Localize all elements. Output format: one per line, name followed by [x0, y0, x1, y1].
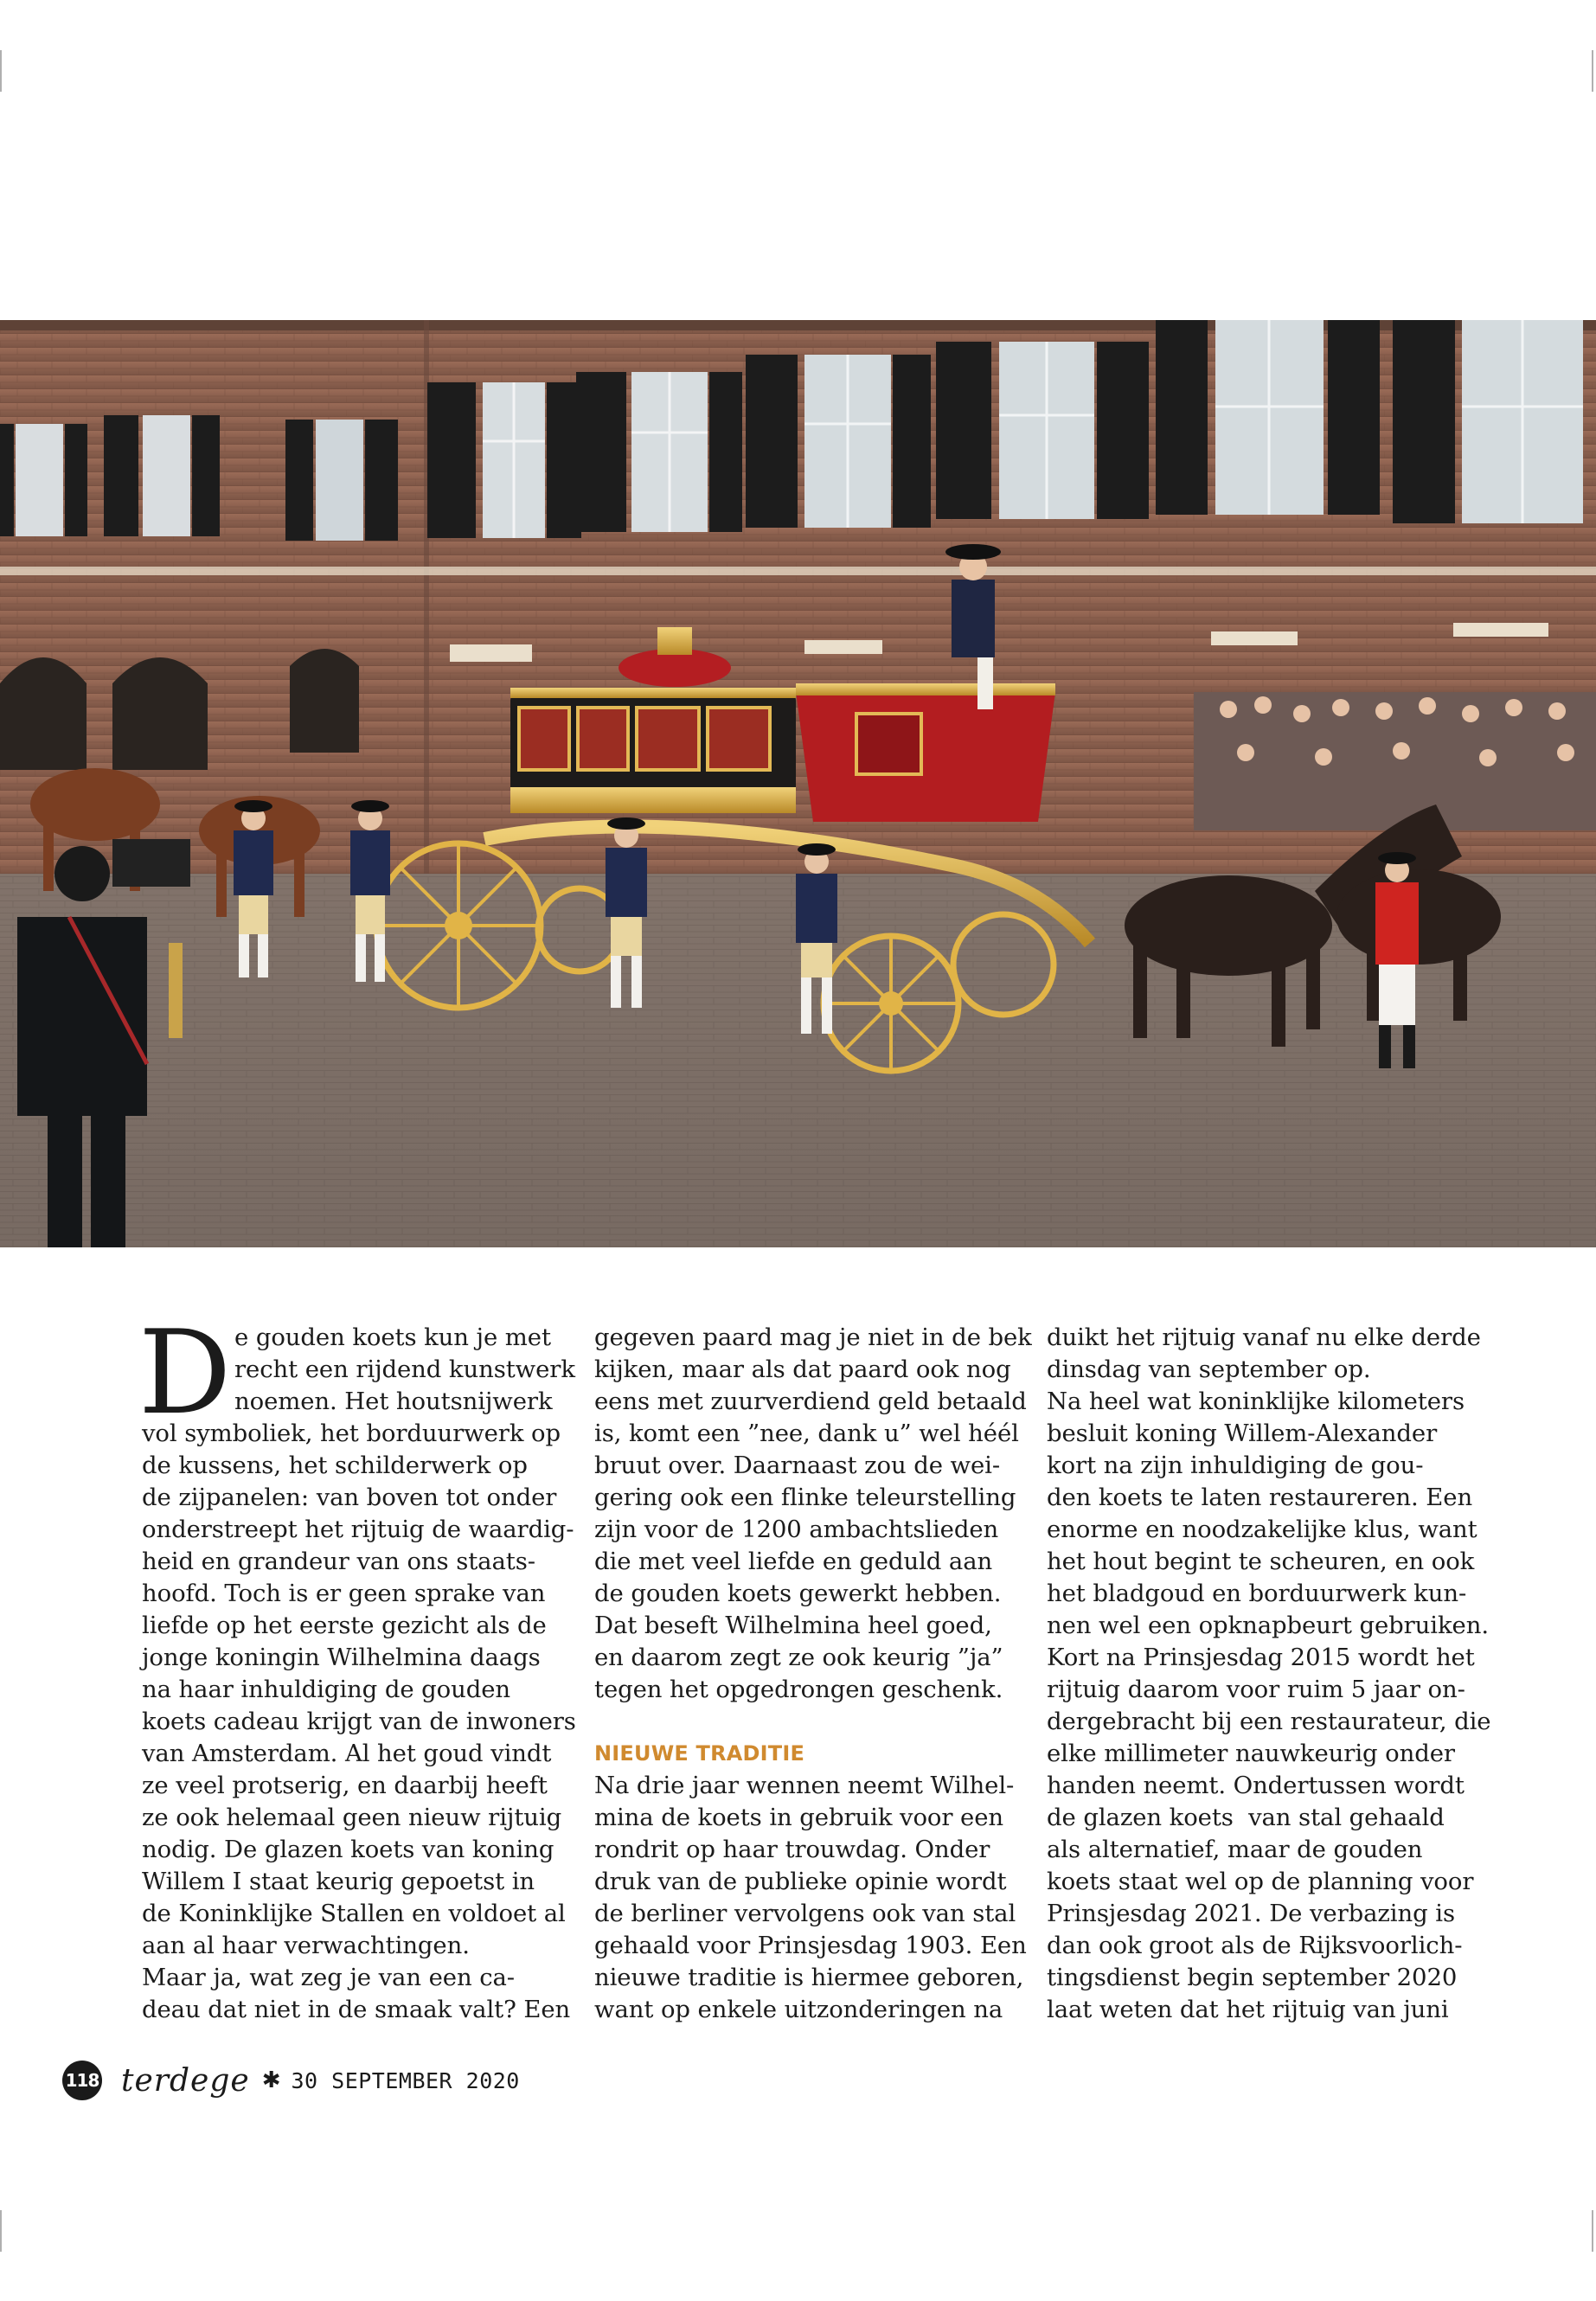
magazine-logo: terdege	[121, 2062, 250, 2099]
crop-mark-top-right	[1592, 50, 1593, 92]
text-line: rijtuig daarom voor ruim 5 jaar on-	[1047, 1676, 1465, 1703]
text-line: druk van de publieke opinie wordt	[594, 1868, 1007, 1895]
text-line: de kussens, het schilderwerk op	[142, 1452, 528, 1479]
text-line: enorme en noodzakelijke klus, want	[1047, 1516, 1477, 1543]
text-line: het bladgoud en borduurwerk kun-	[1047, 1580, 1467, 1607]
text-line: besluit koning Willem-Alexander	[1047, 1420, 1438, 1447]
text-line: duikt het rijtuig vanaf nu elke derde	[1047, 1324, 1481, 1351]
text-line: gering ook een flinke teleurstelling	[594, 1484, 1016, 1511]
asterisk-icon: ✱	[261, 2067, 281, 2093]
text-line: Dat beseft Wilhelmina heel goed,	[594, 1612, 992, 1639]
text-line: want op enkele uitzonderingen na	[594, 1996, 1003, 2023]
text-line: kijken, maar als dat paard ook nog	[594, 1356, 1011, 1383]
text-line: ze ook helemaal geen nieuw rijtuig	[142, 1804, 562, 1831]
text-line: rondrit op haar trouwdag. Onder	[594, 1836, 990, 1863]
paragraph-gap	[594, 1706, 1015, 1738]
text-line: handen neemt. Ondertussen wordt	[1047, 1772, 1465, 1799]
page-number: 118	[62, 2061, 102, 2100]
text-line: vol symboliek, het borduurwerk op	[142, 1420, 561, 1447]
text-line: dan ook groot als de Rijksvoorlich-	[1047, 1932, 1463, 1959]
text-line: e gouden koets kun je met	[234, 1324, 551, 1351]
text-line: de zijpanelen: van boven tot onder	[142, 1484, 557, 1511]
issue-date: 30 SEPTEMBER 2020	[291, 2067, 520, 2093]
text-line: die met veel liefde en geduld aan	[594, 1548, 993, 1575]
text-line: deau dat niet in de smaak valt? Een	[142, 1996, 571, 2023]
text-line: heid en grandeur van ons staats-	[142, 1548, 535, 1575]
text-line: en daarom zegt ze ook keurig ”ja”	[594, 1644, 1003, 1671]
text-line: Na heel wat koninklijke kilometers	[1047, 1388, 1465, 1415]
text-line: recht een rijdend kunstwerk	[234, 1356, 575, 1383]
text-line: hoofd. Toch is er geen sprake van	[142, 1580, 546, 1607]
text-line: nodig. De glazen koets van koning	[142, 1836, 554, 1863]
text-line: ze veel protserig, en daarbij heeft	[142, 1772, 548, 1799]
text-line: koets cadeau krijgt van de inwoners	[142, 1708, 576, 1735]
text-line: mina de koets in gebruik voor een	[594, 1804, 1004, 1831]
text-line: Kort na Prinsjesdag 2015 wordt het	[1047, 1644, 1475, 1671]
article-column-3	[1047, 1322, 1491, 2026]
text-line: gehaald voor Prinsjesdag 1903. Een	[594, 1932, 1027, 1959]
text-line: Prinsjesdag 2021. De verbazing is	[1047, 1900, 1455, 1927]
text-line: de glazen koets van stal gehaald	[1047, 1804, 1445, 1831]
text-line: onderstreept het rijtuig de waardig-	[142, 1516, 574, 1543]
text-line: tingsdienst begin september 2020	[1047, 1964, 1458, 1991]
text-line: gegeven paard mag je niet in de bek	[594, 1324, 1032, 1351]
text-line: kort na zijn inhuldiging de gou-	[1047, 1452, 1424, 1479]
text-line: eens met zuurverdiend geld betaald	[594, 1388, 1027, 1415]
crop-mark-bottom-left	[0, 2210, 2, 2252]
text-line: de Koninklijke Stallen en voldoet al	[142, 1900, 566, 1927]
drop-cap: D	[138, 1305, 232, 1440]
crop-mark-top-left	[0, 50, 2, 92]
text-line: de berliner vervolgens ook van stal	[594, 1900, 1016, 1927]
text-line: liefde op het eerste gezicht als de	[142, 1612, 547, 1639]
text-line: nieuwe traditie is hiermee geboren,	[594, 1964, 1024, 1991]
text-line: den koets te laten restaureren. Een	[1047, 1484, 1473, 1511]
text-line: dergebracht bij een restaurateur, die	[1047, 1708, 1491, 1735]
subheading: NIEUWE TRADITIE	[594, 1741, 805, 1766]
golden-carriage-photo	[0, 320, 1596, 1247]
text-line: nen wel een opknapbeurt gebruiken.	[1047, 1612, 1489, 1639]
text-line: het hout begint te scheuren, en ook	[1047, 1548, 1475, 1575]
text-line: tegen het opgedrongen geschenk.	[594, 1676, 1003, 1703]
text-line: na haar inhuldiging de gouden	[142, 1676, 510, 1703]
article-column-2	[594, 1322, 1032, 2026]
page-footer	[62, 2059, 520, 2102]
text-line: aan al haar verwachtingen.	[142, 1932, 470, 1959]
text-line: zijn voor de 1200 ambachtslieden	[594, 1516, 999, 1543]
text-line: is, komt een ”nee, dank u” wel héél	[594, 1420, 1019, 1447]
text-line: koets staat wel op de planning voor	[1047, 1868, 1474, 1895]
text-line: bruut over. Daarnaast zou de wei-	[594, 1452, 1001, 1479]
text-line: Maar ja, wat zeg je van een ca-	[142, 1964, 515, 1991]
text-line: Willem I staat keurig gepoetst in	[142, 1868, 535, 1895]
text-line: van Amsterdam. Al het goud vindt	[142, 1740, 552, 1767]
text-line: de gouden koets gewerkt hebben.	[594, 1580, 1002, 1607]
text-line: noemen. Het houtsnijwerk	[234, 1388, 553, 1415]
text-line: elke millimeter nauwkeurig onder	[1047, 1740, 1455, 1767]
golden-carriage-illustration	[0, 320, 1596, 1247]
article-column-1	[142, 1322, 576, 2026]
text-line: laat weten dat het rijtuig van juni	[1047, 1996, 1449, 2023]
crop-mark-bottom-right	[1592, 2210, 1593, 2252]
text-line: dinsdag van september op.	[1047, 1356, 1371, 1383]
text-line: Na drie jaar wennen neemt Wilhel-	[594, 1772, 1015, 1799]
text-line: als alternatief, maar de gouden	[1047, 1836, 1423, 1863]
text-line: jonge koningin Wilhelmina daags	[142, 1644, 541, 1671]
